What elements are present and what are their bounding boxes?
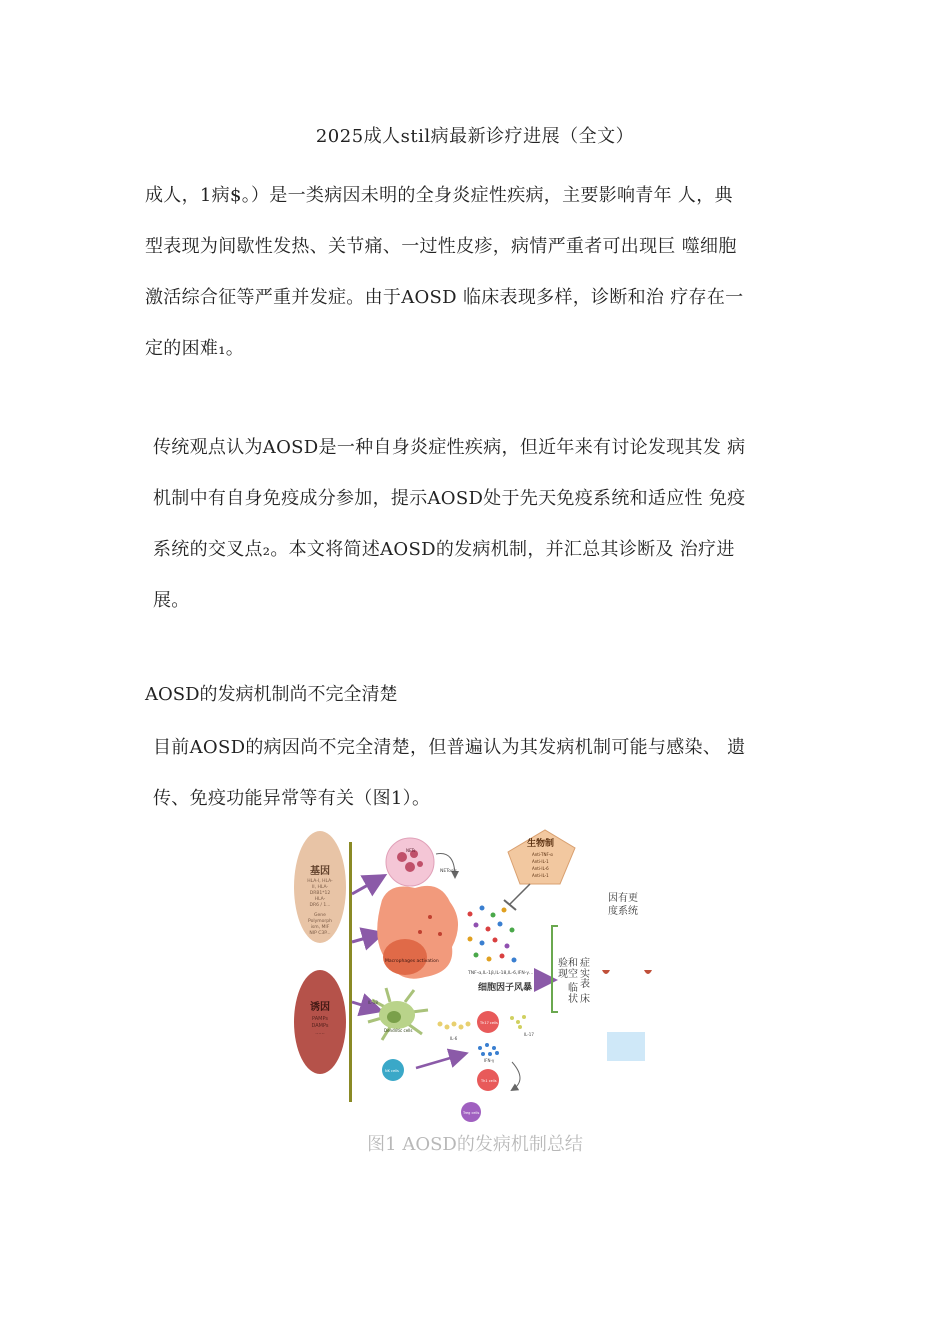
symptom-text: 床 <box>580 994 590 1005</box>
intro-paragraph <box>145 170 810 374</box>
genes-detail: NIP C3P... <box>309 931 331 936</box>
text-line: 传、免疫功能异常等有关（图1）。 <box>153 788 431 809</box>
symptom-text: 临 <box>568 983 578 994</box>
decoration <box>644 970 652 974</box>
symptom-text: 实 <box>580 969 590 980</box>
pathogenesis-figure <box>290 822 660 1127</box>
symptom-text: 表 <box>580 979 590 990</box>
symptom-text: 现空 <box>558 969 578 980</box>
symptom-text: 症 <box>580 958 590 969</box>
triggers-ellipse <box>294 970 346 1074</box>
text-line: 传统观点认为AOSD是一种自身炎症性疾病，但近年来有讨论发现其发 病 <box>153 437 746 458</box>
genes-detail: Gene <box>314 913 326 918</box>
page-title: 2025成人stil病最新诊疗进展（全文） <box>315 126 635 147</box>
biologics-detail: Anti-IL-6 <box>532 866 549 871</box>
genes-label: 基因 <box>310 866 330 877</box>
il18-label: IL-18 <box>368 1000 378 1005</box>
genes-detail: ism, MIF <box>310 925 330 930</box>
arrow <box>352 934 380 942</box>
background-paragraph <box>153 422 813 626</box>
text-line: 机制中有自身免疫成分参加，提示AOSD处于先天免疫系统和适应性 免疫 <box>153 488 746 509</box>
cytokine-storm-label: 细胞因子风暴 <box>478 983 533 993</box>
text-line: 定的困难₁。 <box>145 338 245 359</box>
netosis-label: NETosis <box>440 869 457 874</box>
il17-label: IL-17 <box>524 1032 534 1037</box>
genes-detail: Polymorph <box>308 919 332 924</box>
genes-detail: DR6 / 1... <box>309 903 331 908</box>
ifn-label: IFN-γ <box>484 1058 495 1063</box>
cytokine-cloud <box>468 906 517 963</box>
text-line: 系统的交叉点₂。本文将简述AOSD的发病机制，并汇总其诊断及 治疗进 <box>153 539 735 560</box>
biologics-detail: Anti-IL-1 <box>532 859 549 864</box>
dendritic-label: Dendritic cells <box>384 1028 413 1033</box>
text-line: 激活综合征等严重并发症。由于AOSD 临床表现多样，诊断和治 疗存在一 <box>145 287 744 308</box>
th17-label: Th17 cells <box>480 1021 498 1025</box>
macrophage-label: Macrophages activation <box>385 959 439 964</box>
figure-caption: 图1 AOSD的发病机制总结 <box>367 1134 583 1155</box>
system-text: 度系统 <box>608 906 638 917</box>
biologics-label: 生物制 <box>527 839 555 849</box>
blue-box <box>607 1032 645 1061</box>
arrow <box>352 877 382 894</box>
cytokine-list: TNF-α,IL-1β,IL-18,IL-6,IFN-γ... <box>468 971 534 976</box>
text-line: 成人，1病$。）是一类病因未明的全身炎症性疾病，主要影响青年 人，典 <box>145 185 733 206</box>
treg-label: Treg cells <box>463 1111 480 1115</box>
th1-label: Th1 cells <box>481 1079 497 1083</box>
divider-bar <box>349 842 352 1102</box>
decoration <box>602 970 610 974</box>
text-line: 目前AOSD的病因尚不完全清楚，但普遍认为其发病机制可能与感染、 遗 <box>153 737 746 758</box>
biologics-detail: Anti-IL-1 <box>532 873 549 878</box>
genes-detail: HLA-I, HLA- <box>307 879 333 884</box>
genes-detail: DRB1*12 <box>309 891 331 896</box>
genes-detail: HLA- <box>314 897 326 902</box>
text-line: 展。 <box>153 590 190 611</box>
pathogenesis-paragraph <box>153 722 813 824</box>
system-text: 因有更 <box>608 893 638 904</box>
triggers-detail: ...... <box>315 1030 325 1036</box>
genes-detail: II, HLA- <box>311 885 329 890</box>
triggers-detail: PAMPs <box>312 1016 328 1022</box>
symptom-text: 状 <box>568 994 578 1005</box>
biologics-detail: Anti-TNF-α <box>532 852 553 857</box>
triggers-label: 诱因 <box>310 1002 330 1013</box>
symptom-text: 验和 <box>558 958 578 969</box>
il6-label: IL-6 <box>450 1036 458 1041</box>
text-line: 型表现为间歇性发热、关节痛、一过性皮疹，病情严重者可出现巨 噬细胞 <box>145 236 737 257</box>
nk-label: NK cells <box>385 1069 399 1073</box>
nets-label: NETs <box>406 848 416 853</box>
section-heading: AOSD的发病机制尚不完全清楚 <box>145 684 398 705</box>
triggers-detail: DAMPs <box>311 1023 329 1029</box>
